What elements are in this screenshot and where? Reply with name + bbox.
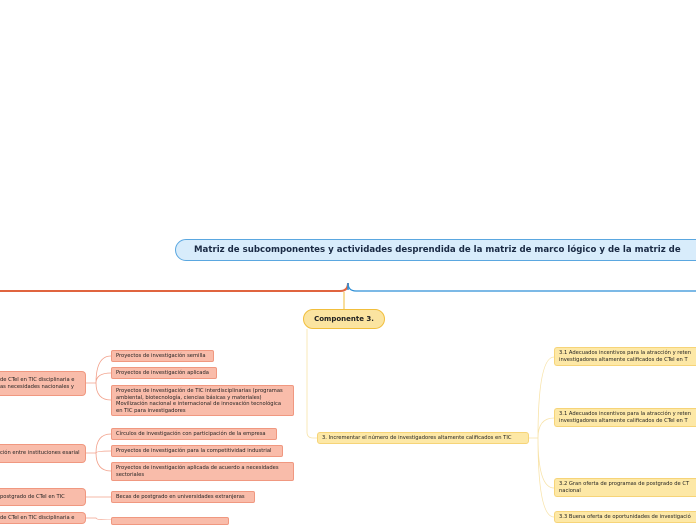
leaf-semilla[interactable] [111, 350, 214, 362]
root-topic-label: Matriz de subcomponentes y actividades desprendida de la matriz de marco lógico y de la matriz de [194, 244, 681, 255]
left-group-label: postgrado de CTeI en TIC [0, 493, 65, 500]
left-group-label: ción entre instituciones esarial [0, 450, 80, 457]
right-branch-3-1-b[interactable] [554, 408, 696, 427]
objective-connector-line [307, 329, 318, 438]
right-branch-label: 3.2 Gran oferta de programas de postgrado de CT nacional [559, 481, 690, 494]
objective-label: 3. Incrementar el número de investigadores altamente calificados en TIC [322, 434, 512, 441]
left-main-branch-line [0, 283, 348, 291]
leaf-label: Proyectos de investigación aplicada [116, 369, 209, 376]
component-label: Componente 3. [314, 314, 374, 323]
root-topic[interactable] [175, 239, 696, 261]
leaf-label: Proyectos de investigación para la competitividad industrial [116, 447, 272, 454]
right-main-branch-line [348, 283, 696, 291]
right-branch-3-2[interactable] [554, 478, 696, 497]
right-branch-label: 3.3 Buena oferta de oportunidades de investigació [559, 514, 691, 520]
leaf-sectoriales[interactable] [111, 462, 294, 481]
left-group-label: de CTeI en TIC disciplinaria e as necesidades nacionales y [0, 377, 75, 390]
left-group-3[interactable] [0, 488, 86, 506]
leaf-aplicada[interactable] [111, 367, 217, 379]
right-branch-3-1-a[interactable] [554, 347, 696, 366]
leaf-circulos[interactable] [111, 428, 277, 440]
right-branch-label: 3.1 Adecuados incentivos para la atracción y reten investigadores altamente calificados de CTeI en T [559, 411, 692, 424]
left-group-connectors-1 [86, 356, 111, 400]
right-branch-label: 3.1 Adecuados incentivos para la atracción y reten investigadores altamente calificados de CTeI en T [559, 350, 692, 363]
leaf-competitividad[interactable] [111, 445, 283, 457]
left-group-label: de CTeI en TIC disciplinaria e [0, 515, 75, 521]
left-group-connectors-2 [86, 434, 111, 471]
left-group-1[interactable] [0, 371, 86, 396]
objective-node[interactable] [317, 432, 529, 444]
leaf-partial[interactable] [111, 517, 229, 525]
leaf-label: Círculos de investigación con participación de la empresa [116, 430, 266, 437]
component-node[interactable] [303, 309, 385, 329]
right-branch-connectors [528, 357, 554, 517]
leaf-label: Proyectos de investigación de TIC interdisciplinarias (programas ambiental, biotecnología, ciencias básicas y materiales) Movilización nacional e internacional de innovación tecnológica en TIC para investigadores [116, 388, 283, 414]
leaf-becas[interactable] [111, 491, 255, 503]
right-branch-3-3[interactable] [554, 511, 696, 523]
left-group-2[interactable] [0, 444, 86, 463]
leaf-label: Becas de postgrado en universidades extranjeras [116, 493, 245, 500]
leaf-label: Proyectos de investigación semilla [116, 352, 206, 359]
leaf-label: Proyectos de investigación aplicada de acuerdo a necesidades sectoriales [116, 465, 279, 478]
leaf-interdisciplinarias[interactable] [111, 385, 294, 416]
left-group-4[interactable] [0, 512, 86, 524]
